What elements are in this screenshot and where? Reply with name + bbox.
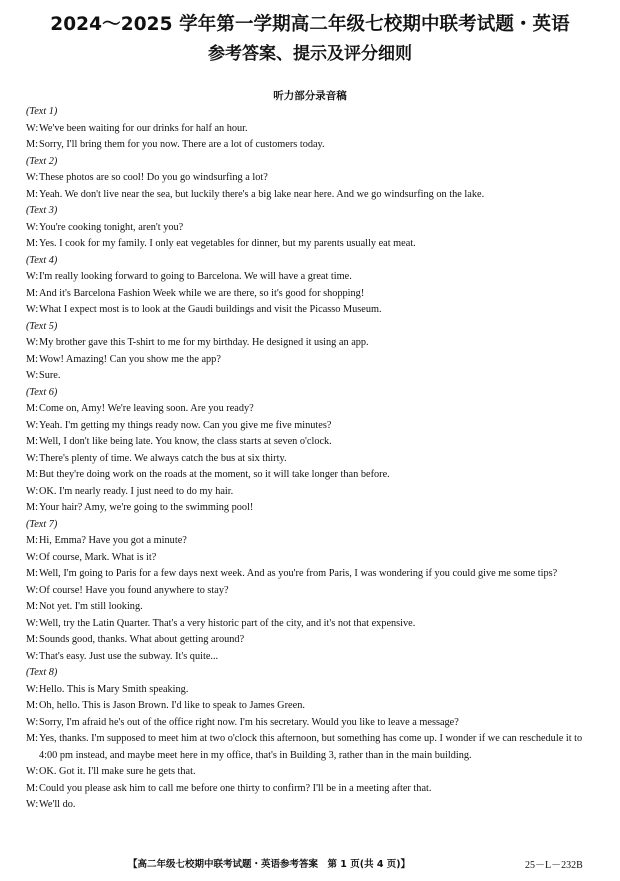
line-text: Sorry, I'm afraid he's out of the office right now. I'm his secretary. Would you like to leave a message? [39,716,459,728]
transcript-line [26,616,598,633]
line-text: Come on, Amy! We're leaving soon. Are you ready? [39,403,254,414]
transcript-line [26,302,598,319]
speaker-label: M: [26,403,39,414]
speaker-label: W: [26,584,39,596]
transcript-line [26,269,598,286]
transcript [26,104,598,814]
speaker-label: M: [26,700,39,711]
line-text: Sure. [39,370,61,381]
transcript-line [26,715,598,732]
speaker-label: W: [26,370,39,381]
transcript-line [26,137,598,154]
speaker-label: W: [26,617,39,629]
line-text: There's plenty of time. We always catch the bus at six thirty. [39,452,287,464]
line-text: Not yet. I'm still looking. [39,601,143,612]
line-text: Well, try the Latin Quarter. That's a very historic part of the city, and it's not that expensive. [39,617,416,629]
speaker-label: M: [26,238,39,249]
transcript-line [26,236,598,253]
transcript-line [26,533,598,550]
speaker-label: W: [26,766,39,777]
line-text: Well, I don't like being late. You know, the class starts at seven o'clock. [39,436,332,447]
speaker-label: W: [26,122,39,134]
line-text: My brother gave this T-shirt to me for my birthday. He designed it using an app. [39,337,369,348]
transcript-line [26,467,598,484]
text-label-value: (Text 5) [26,320,58,332]
line-text: OK. Got it. I'll make sure he gets that. [39,766,196,777]
speaker-label: W: [26,716,39,728]
transcript-line [26,170,598,187]
speaker-label: M: [26,139,39,150]
transcript-line [26,484,598,501]
speaker-label: W: [26,799,39,810]
line-text: And it's Barcelona Fashion Week while we are there, so it's good for shopping! [39,287,365,299]
transcript-line [26,335,598,352]
text-label-value: (Text 3) [26,205,58,216]
speaker-label: W: [26,304,39,315]
text-label [26,319,598,336]
line-text: Your hair? Amy, we're going to the swimming pool! [39,502,254,513]
line-text: Wow! Amazing! Can you show me the app? [39,353,221,365]
speaker-label: W: [26,683,39,695]
speaker-label: W: [26,452,39,464]
line-text: Yeah. I'm getting my things ready now. Can you give me five minutes? [39,419,332,431]
line-text: These photos are so cool! Do you go windsurfing a lot? [39,172,268,183]
speaker-label: M: [26,287,39,299]
transcript-line [26,764,598,781]
transcript-line [26,368,598,385]
line-text: Sorry, I'll bring them for you now. There are a lot of customers today. [39,139,325,150]
transcript-line [26,187,598,204]
text-label [26,104,598,121]
transcript-line [26,434,598,451]
line-text: You're cooking tonight, aren't you? [39,221,184,233]
text-label [26,665,598,682]
text-label-value: (Text 7) [26,518,58,530]
speaker-label: W: [26,485,39,497]
line-text: Yeah. We don't live near the sea, but luckily there's a big lake near here. And we go windsurfing on the lake. [39,188,485,200]
text-label-value: (Text 4) [26,254,58,266]
transcript-line [26,682,598,699]
line-text: We'll do. [39,799,76,810]
line-text: Of course, Mark. What is it? [39,551,157,563]
speaker-label: M: [26,353,39,365]
line-text: That's easy. Just use the subway. It's quite... [39,650,219,662]
line-text: What I expect most is to look at the Gaudi buildings and visit the Picasso Museum. [39,304,382,315]
speaker-label: M: [26,436,39,447]
text-label [26,253,598,270]
line-text: Hello. This is Mary Smith speaking. [39,683,189,695]
transcript-line [26,731,598,764]
line-text: OK. I'm nearly ready. I just need to do my hair. [39,485,234,497]
speaker-label: W: [26,172,39,183]
line-text: I'm really looking forward to going to Barcelona. We will have a great time. [39,271,352,282]
text-label-value: (Text 6) [26,386,58,398]
line-text: Well, I'm going to Paris for a few days next week. And as you're from Paris, I was wondering if you could give me some tips? [39,568,558,579]
transcript-line [26,220,598,237]
speaker-label: W: [26,419,39,431]
speaker-label: M: [26,535,39,546]
line-text: Hi, Emma? Have you got a minute? [39,535,187,546]
speaker-label: M: [26,733,39,744]
footer-code: 25－L－232B [525,860,583,871]
line-text: Of course! Have you found anywhere to stay? [39,584,229,596]
transcript-line [26,550,598,567]
speaker-label: M: [26,568,39,579]
transcript-line [26,781,598,798]
speaker-label: M: [26,601,39,612]
speaker-label: M: [26,634,39,645]
text-label [26,517,598,534]
footer-text: 【高二年级七校期中联考试题・英语参考答案 第 1 页(共 4 页)】 [128,859,411,870]
section-title: 听力部分录音稿 [273,90,347,102]
line-text: Oh, hello. This is Jason Brown. I'd like to speak to James Green. [39,700,305,711]
transcript-line [26,418,598,435]
line-text: Could you please ask him to call me before one thirty to confirm? I'll be in a meeting after that. [39,782,432,794]
text-label [26,154,598,171]
transcript-line [26,649,598,666]
line-text: Yes, thanks. I'm supposed to meet him at two o'clock this afternoon, but something has come up. I wonder if we can reschedule it to 4:00 pm instead, and maybe meet here in my office, that's in Building 3, rather than in the main building. [39,733,583,761]
line-text: Sounds good, thanks. What about getting around? [39,634,245,645]
transcript-line [26,797,598,814]
transcript-line [26,451,598,468]
transcript-line [26,500,598,517]
speaker-label: M: [26,188,39,200]
speaker-label: W: [26,551,39,563]
transcript-line [26,583,598,600]
transcript-line [26,599,598,616]
speaker-label: W: [26,337,39,348]
text-label-value: (Text 8) [26,667,58,678]
transcript-line [26,632,598,649]
transcript-line [26,698,598,715]
text-label-value: (Text 1) [26,106,58,117]
document-subtitle: 参考答案、提示及评分细则 [208,44,412,64]
line-text: Yes. I cook for my family. I only eat vegetables for dinner, but my parents usually eat meat. [39,238,416,249]
speaker-label: W: [26,650,39,662]
transcript-line [26,566,598,583]
line-text: We've been waiting for our drinks for half an hour. [39,122,248,134]
speaker-label: W: [26,221,39,233]
speaker-label: W: [26,271,39,282]
transcript-line [26,401,598,418]
speaker-label: M: [26,469,39,480]
transcript-line [26,352,598,369]
line-text: But they're doing work on the roads at the moment, so it will take longer than before. [39,469,390,480]
transcript-line [26,286,598,303]
speaker-label: M: [26,502,39,513]
speaker-label: M: [26,782,39,794]
text-label [26,203,598,220]
text-label-value: (Text 2) [26,155,58,167]
document-title: 2024～2025 学年第一学期高二年级七校期中联考试题・英语 [50,14,570,35]
transcript-line [26,121,598,138]
text-label [26,385,598,402]
